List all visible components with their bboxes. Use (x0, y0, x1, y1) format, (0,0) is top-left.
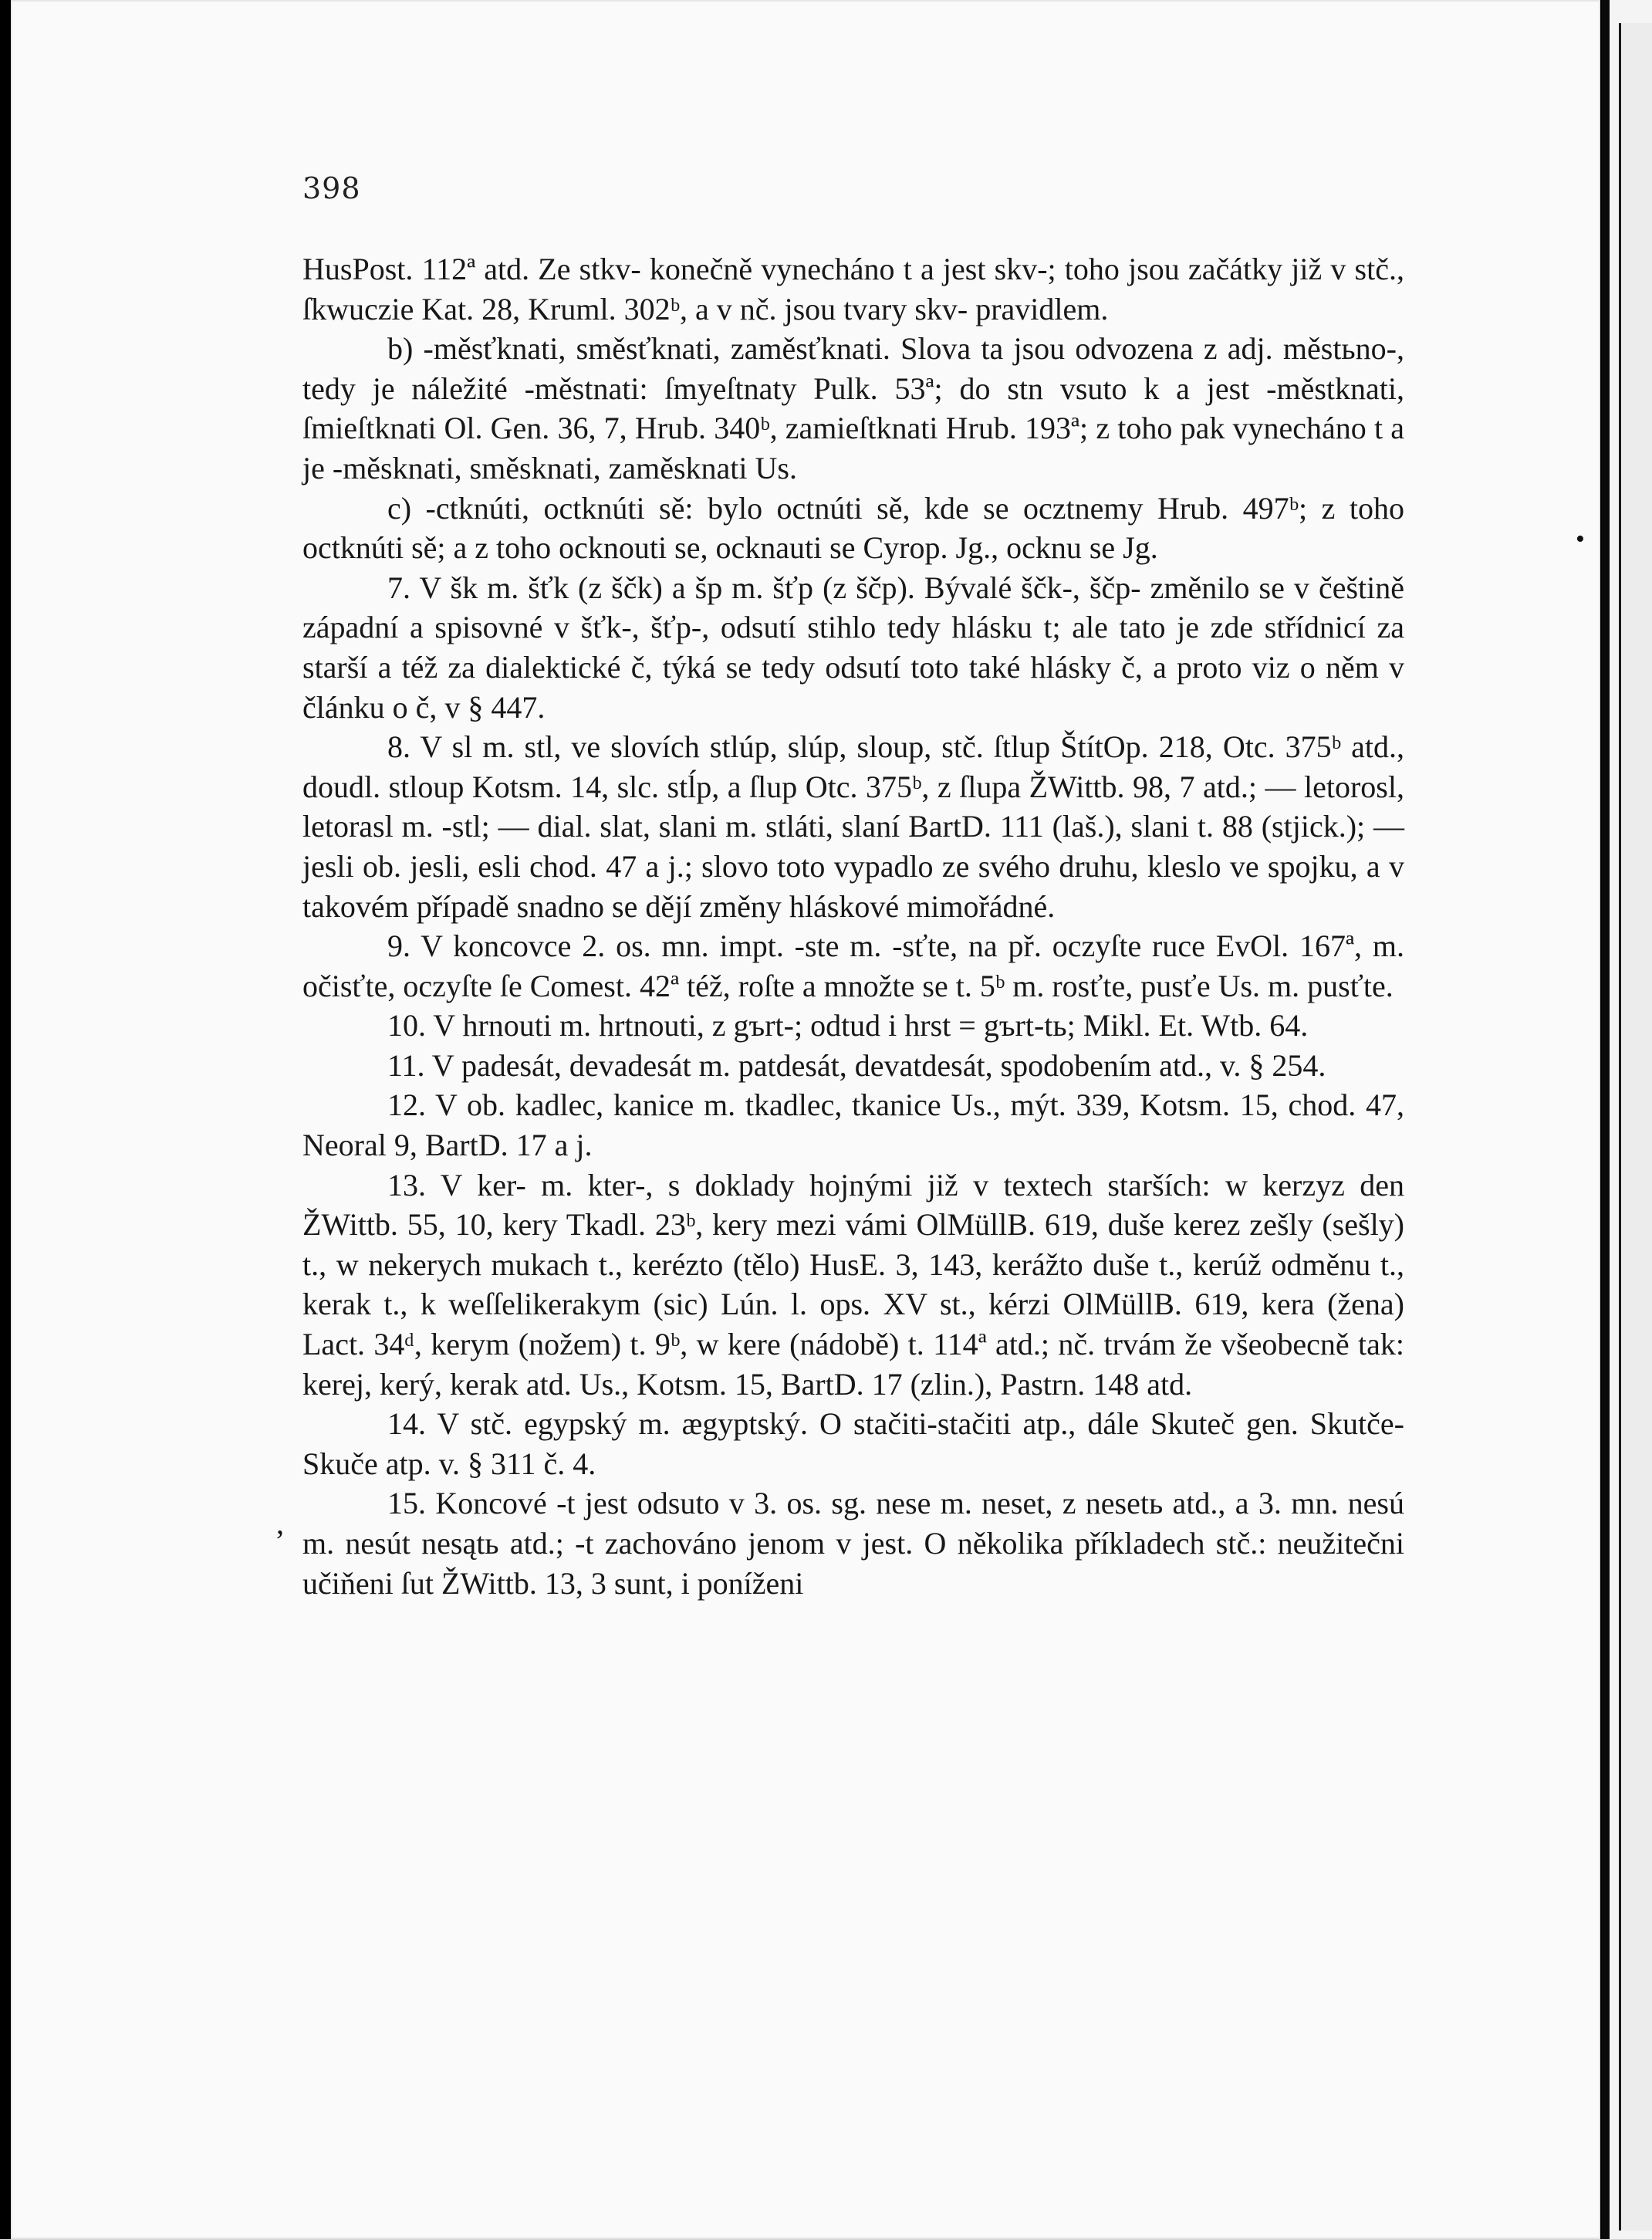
margin-comma-mark: , (276, 1506, 284, 1541)
paragraph: 10. V hrnouti m. hrtnouti, z gъrt-; odtud i hrst = gъrt-tь; Mikl. Et. Wtb. 64. (387, 1008, 1309, 1043)
paragraph: 15. Koncové -t jest odsuto v 3. os. sg. nese m. neset, z nesetь atd., a 3. mn. nesú m. nesút nesątь atd.; -t zachováno jenom v jest. O několika příkladech stč.: neužitečni učiňeni ſut ŽWittb. 13, 3 sunt, i poníženi (302, 1486, 1404, 1601)
paragraph: 13. V ker- m. kter-, s doklady hojnými již v textech starších: w kerzyz den ŽWittb. 55, 10, kery Tkadl. 23ᵇ, kery mezi vámi OlMüllB. 619, duše kerez zešly (sešly) t., w nekerych mukach t., kerézto (tělo) HusE. 3, 143, kerážto duše t., kerúž odměnu t., kerak t., k weſſelikerakym (sic) Lún. l. ops. XV st., kérzi OlMüllB. 619, kera (žena) Lact. 34ᵈ, kerym (nožem) t. 9ᵇ, w kere (nádobě) t. 114ª atd.; nč. trvám že všeobecně tak: kerej, kerý, kerak atd. Us., Kotsm. 15, BartD. 17 (zlin.), Pastrn. 148 atd. (302, 1167, 1404, 1402)
paragraph: 9. V koncovce 2. os. mn. impt. -ste m. -sťte, na př. oczyſte ruce EvOl. 167ª, m. očisťte, oczyſte ſe Comest. 42ª též, roſte a množte se t. 5ᵇ m. rosťte, pusťe Us. m. pusťte. (302, 928, 1404, 1003)
paragraph: HusPost. 112ª atd. Ze stkv- konečně vynecháno t a jest skv-; toho jsou začátky již v stč., ſkwuczie Kat. 28, Kruml. 302ᵇ, a v nč. jsou tvary skv- pravidlem. (302, 252, 1404, 326)
paragraph: 12. V ob. kadlec, kanice m. tkadlec, tkanice Us., mýt. 339, Kotsm. 15, chod. 47, Neoral 9, BartD. 17 a j. (302, 1087, 1404, 1163)
paragraph: 14. V stč. egypský m. ægyptský. O stačiti-stačiti atp., dále Skuteč gen. Skutče-Skuče atp. v. § 311 č. 4. (302, 1406, 1404, 1481)
paragraph: 8. V sl m. stl, ve slovích stlúp, slúp, sloup, stč. ſtlup ŠtítOp. 218, Otc. 375ᵇ atd., doudl. stloup Kotsm. 14, slc. stĺp, a ſlup Otc. 375ᵇ, z ſlupa ŽWittb. 98, 7 atd.; — letorosl, letorasl m. -stl; — dial. slat, slani m. stláti, slaní BartD. 111 (laš.), slani t. 88 (stjick.); — jesli ob. jesli, esli chod. 47 a j.; slovo toto vypadlo ze svého druhu, kleslo ve spojku, a v takovém případě snadno se dějí změny hláskové mimořádné. (302, 729, 1404, 924)
paragraph: b) -měsťknati, směsťknati, zaměsťknati. Slova ta jsou odvozena z adj. městьno-, tedy je náležité -městnati: ſmyeſtnaty Pulk. 53ª; do stn vsuto k a jest -městknati, ſmieſtknati Ol. Gen. 36, 7, Hrub. 340ᵇ, zamieſtknati Hrub. 193ª; z toho pak vynecháno t a je -měsknati, směsknati, zaměsknati Us. (302, 331, 1404, 485)
paragraph: c) -ctknúti, octknúti sě: bylo octnúti sě, kde se ocztnemy Hrub. 497ᵇ; z toho octknúti sě; a z toho ocknouti se, ocknauti se Cyrop. Jg., ocknu se Jg. (302, 490, 1404, 566)
body-text (302, 249, 1404, 1603)
paragraph: 11. V padesát, devadesát m. patdesát, devatdesát, spodobením atd., v. § 254. (387, 1047, 1326, 1083)
page-number: 398 (302, 171, 361, 205)
adjacent-page-inner (1619, 23, 1652, 2231)
paragraph: 7. V šk m. šťk (z ščk) a šp m. šťp (z ščp). Bývalé ščk-, ščp- změnilo se v češtině západní a spisovné v šťk-, šťp-, odsutí stihlo tedy hlásku t; ale tato je zde střídnicí za starší a též za dialektické č, týká se tedy odsutí toto také hlásky č, a proto viz o něm v článku o č, v § 447. (302, 570, 1404, 725)
margin-bullet-mark: • (1576, 525, 1585, 553)
